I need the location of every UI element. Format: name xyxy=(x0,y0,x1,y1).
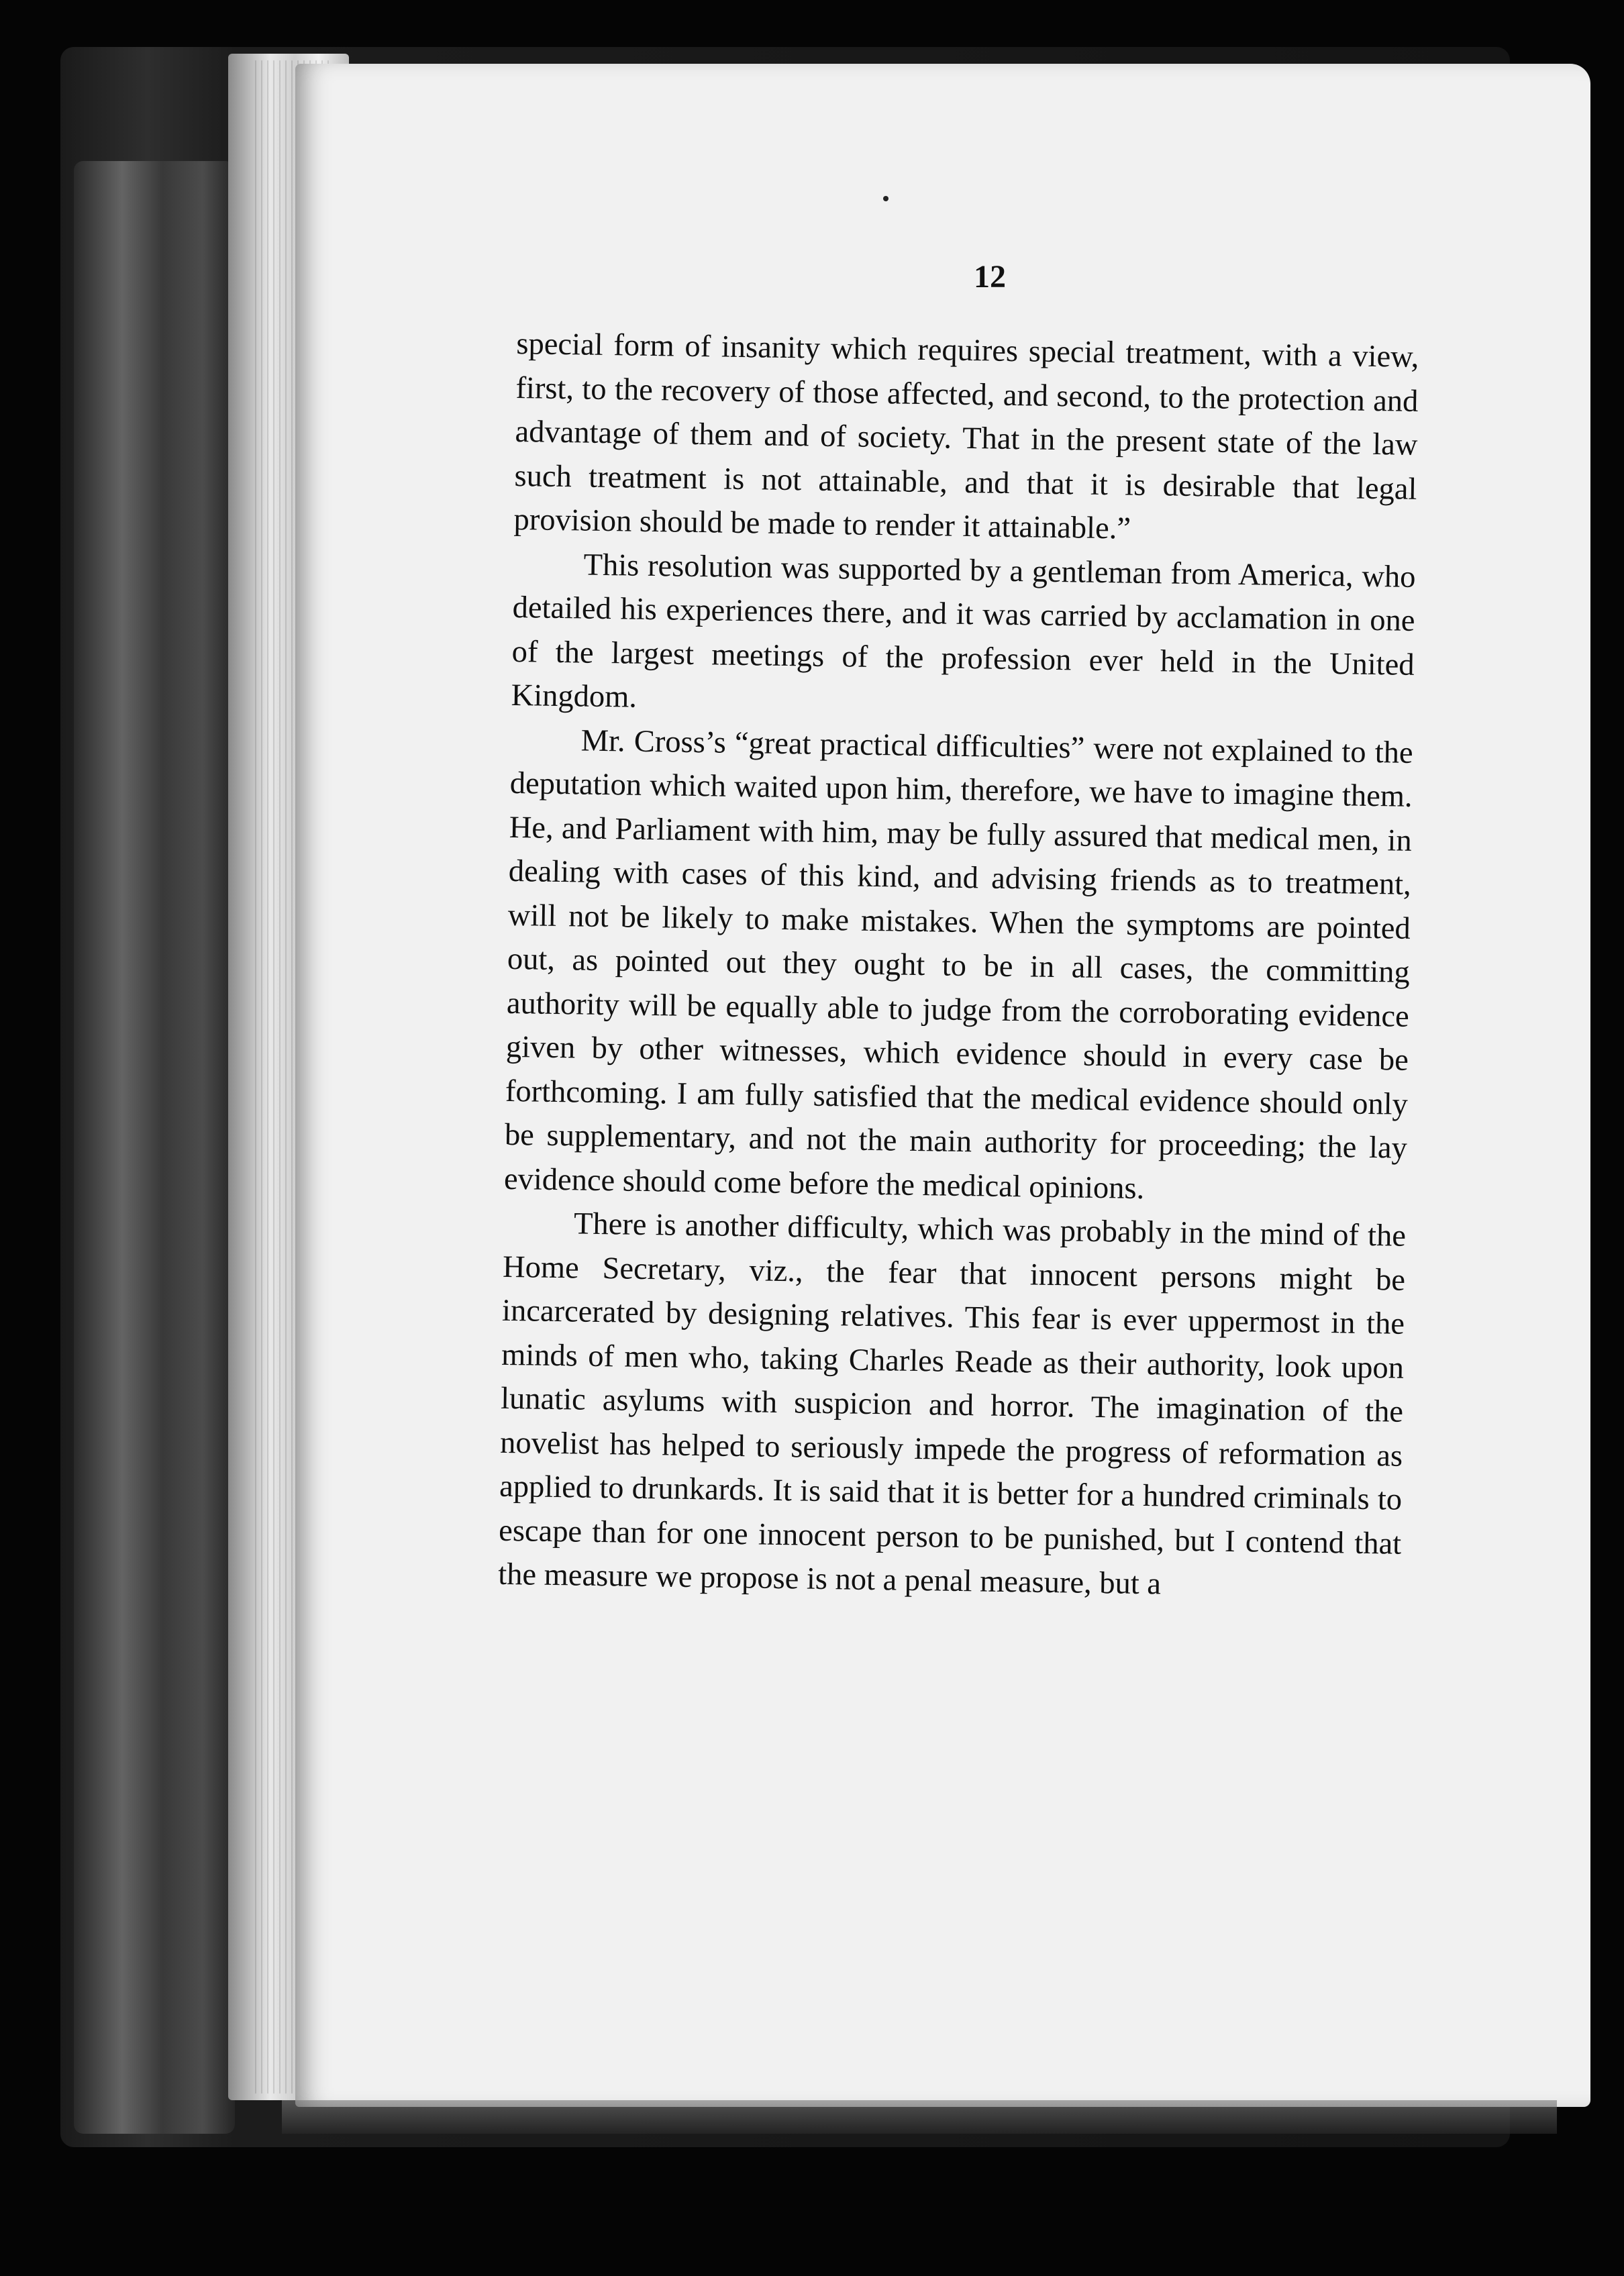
ink-speck xyxy=(883,196,889,201)
body-text xyxy=(498,322,1419,1610)
paragraph-2: This resolution was supported by a gentleman from America, who detailed his experiences there, and it was carried by acclamation in one of the largest meetings of the profession ever held in the United Kingdom. xyxy=(511,548,1416,715)
page-number: 12 xyxy=(974,259,1006,295)
paragraph-1: special form of insanity which requires special treatment, with a view, first, to the recovery of those affected, and second, to the protection and advantage of them and of society. That in the present state of the law such treatment is not attainable, and that it is desirable that legal provision should be made to render it attainable.” xyxy=(513,326,1419,546)
paragraph-4: There is another difficulty, which was probably in the mind of the Home Secretary, viz., the fear that innocent persons might be incarcerated by designing relatives. This fear is ever uppermost in the minds of men who, taking Charles Reade as their authority, look upon lunatic asylums with suspicion and horror. The imagination of the novelist has helped to seriously impede the progress of reformation as applied to drunkards. It is said that it is better for a hundred criminals to escape than for one innocent person to be punished, but I contend that the measure we propose is not a penal measure, but a xyxy=(497,1206,1407,1602)
paragraph-3: Mr. Cross’s “great practical difficulties” were not explained to the deputation which waited upon him, therefore, we have to imagine them. He, and Parliament with him, may be fully assured that medical men, in dealing with cases of this kind, and advising friends as to treatment, will not be likely to make mistakes. When the symptoms are pointed out, as pointed out they ought to be in all cases, the committing authority will be equally able to judge from the corroborating evidence given by other witnesses, which evidence should in every case be forthcoming. I am fully satisfied that the medical evidence should only be supplementary, and not the main authority for proceeding; the lay evidence should come before the medical opinions. xyxy=(503,723,1414,1206)
cover-edge xyxy=(74,161,235,2134)
page-bottom-shadow xyxy=(282,2100,1557,2134)
